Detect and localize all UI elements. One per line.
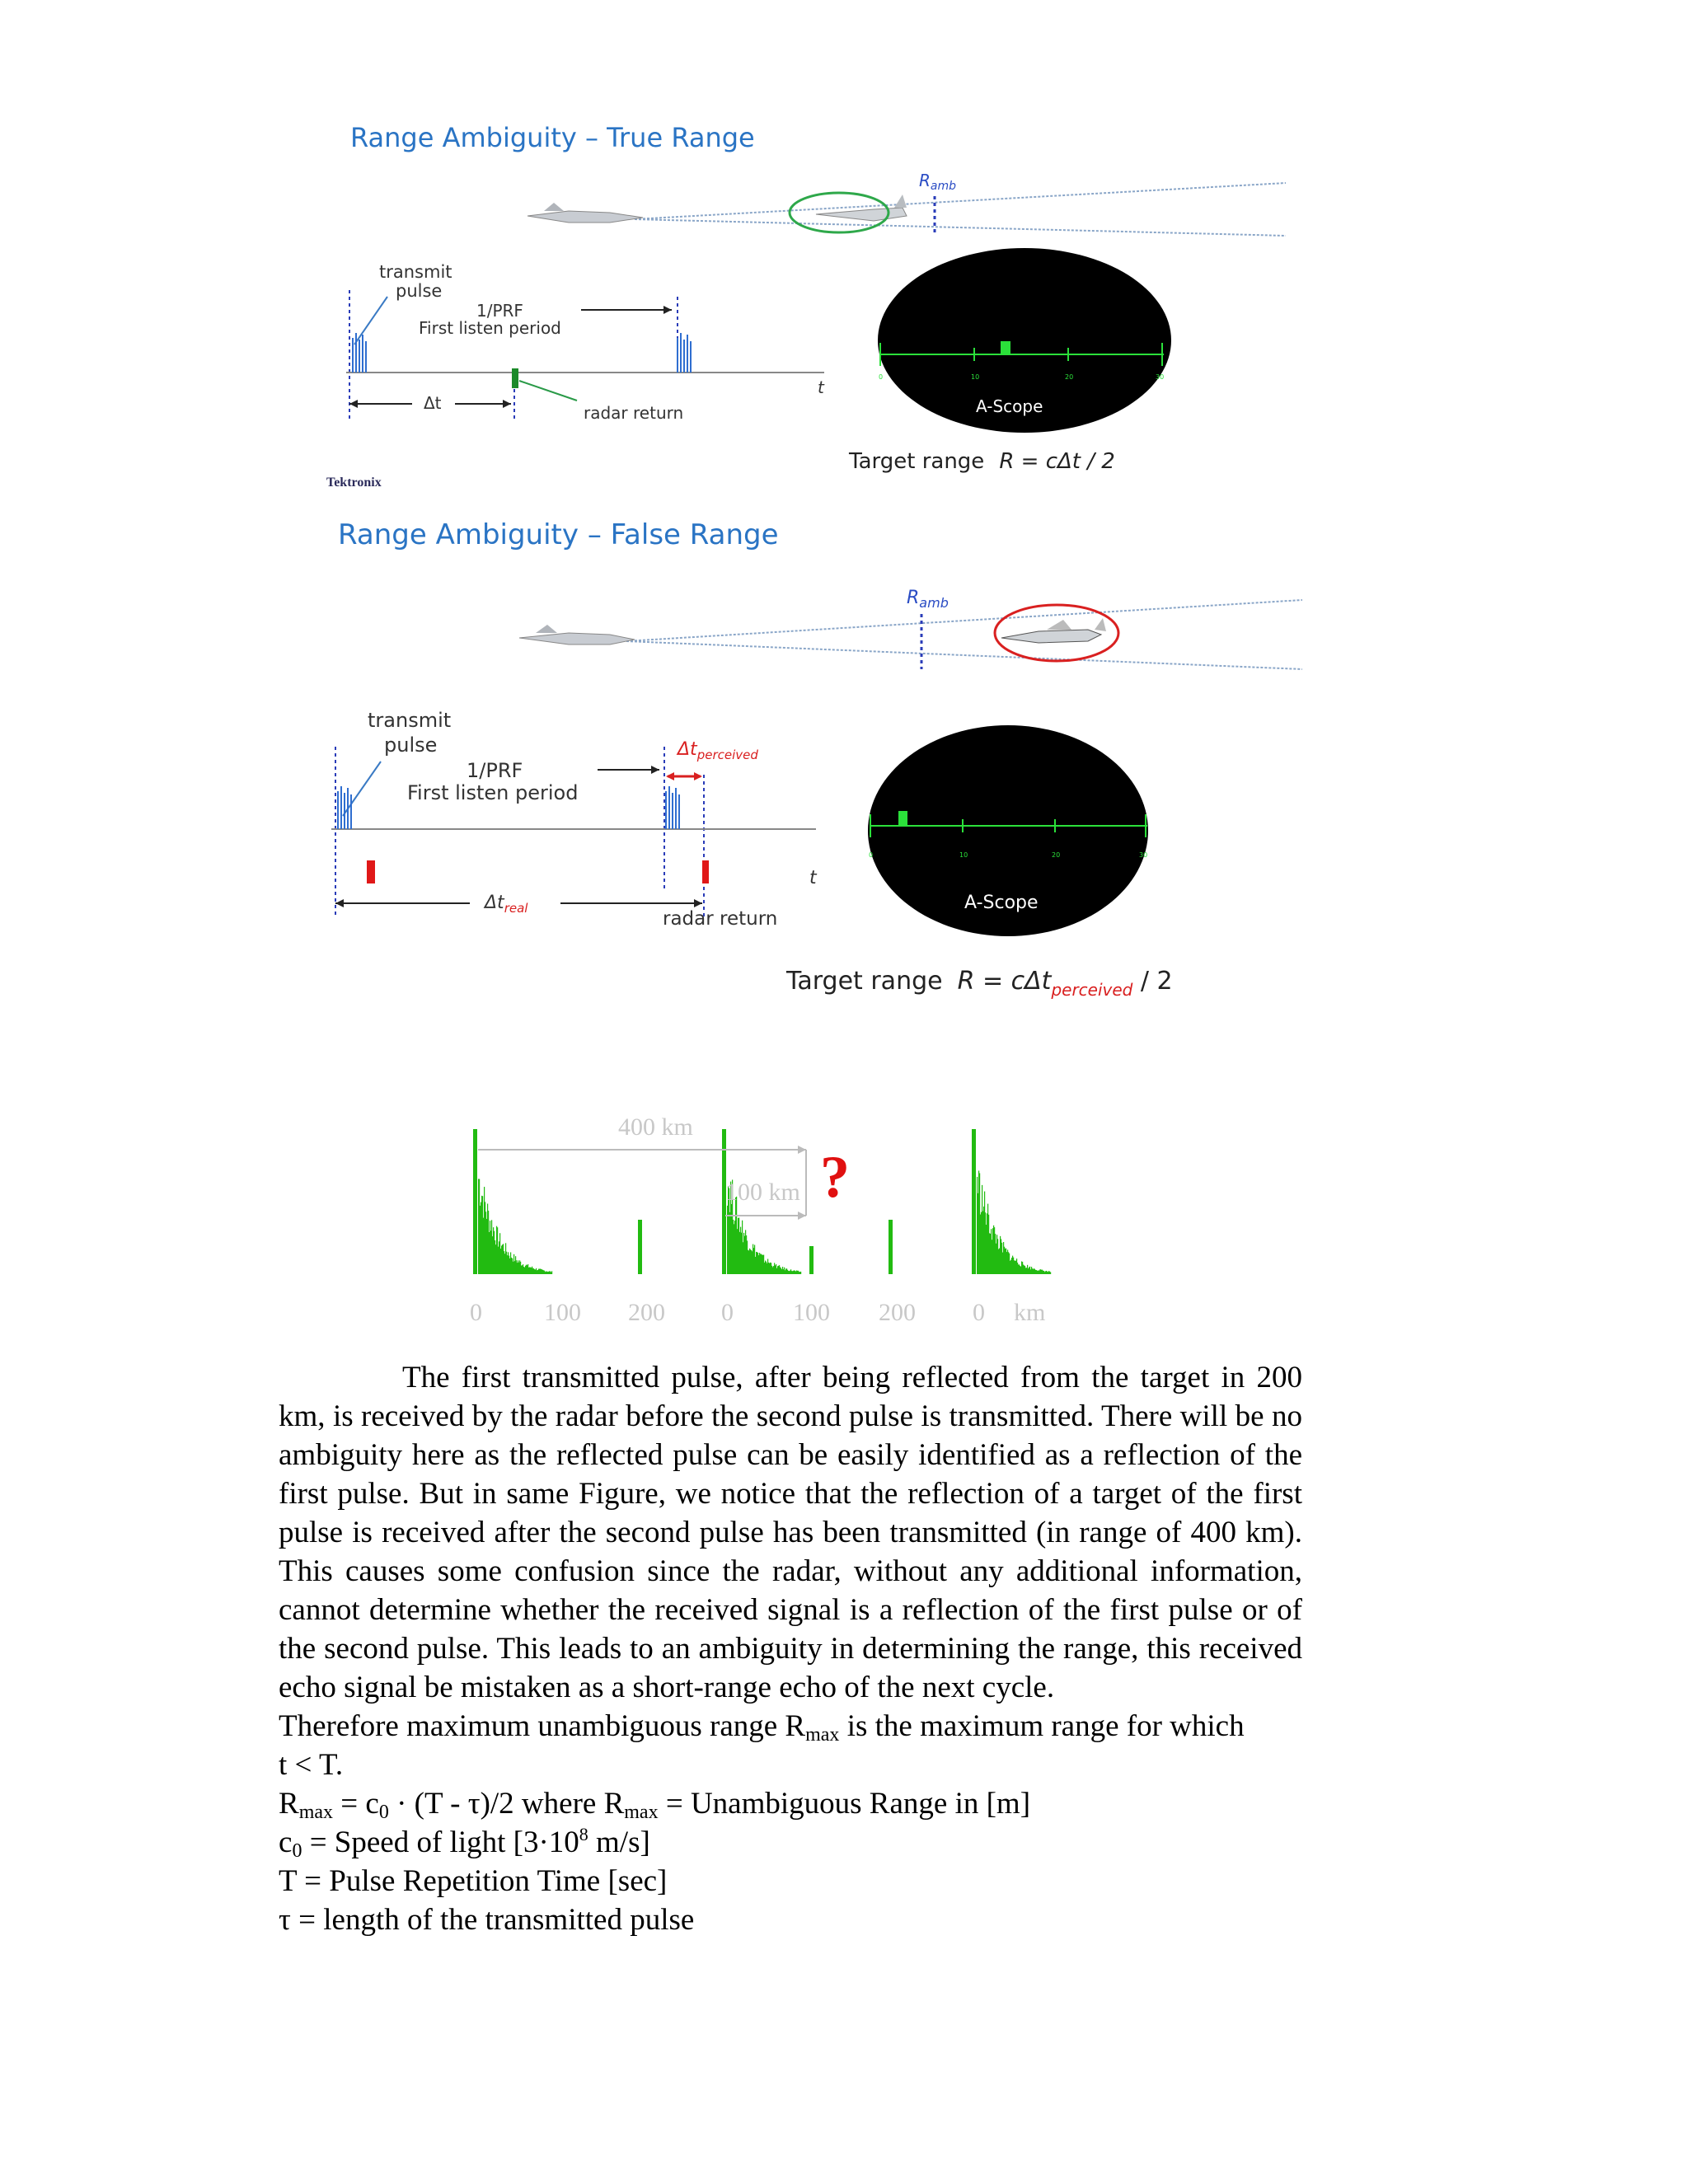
rmax-condition: t < T. [279, 1748, 344, 1782]
radar-return-label: radar return [663, 908, 778, 930]
transmit-pulse-1 [353, 333, 366, 373]
explanation-paragraph: The first transmitted pulse, after being reflected from the target in 200 km, is received by the radar before the second pulse is transmitted. There will be no ambiguity here as the reflected pulse can be easily identified as a reflection of the first pulse. But in same Figure, we notice that the reflection of a target of the first pulse is received after the second pulse has been transmitted (in range of 400 km). This causes some confusion since the radar, without any additional information, cannot determine whether the received signal is a reflection of the first pulse or of the second pulse. This leads to an ambiguity in determining the range, this received echo signal be mistaken as a short-range echo of the next cycle. [279, 1361, 1302, 1704]
c0-definition: $c_0$ = Speed of light [$3\cdot 10^8$ m/s] [279, 1824, 650, 1862]
svg-text:km: km [1014, 1299, 1046, 1326]
perceived-return-pulse [702, 860, 709, 883]
transmit-pulse-2 [666, 786, 679, 829]
svg-text:30: 30 [1139, 851, 1148, 859]
pulse-label: pulse [384, 733, 438, 757]
figure-true-range [0, 0, 1688, 527]
listen-period-label: First listen period [407, 781, 579, 804]
figure-title: Range Ambiguity – False Range [338, 518, 779, 551]
pulse-label: pulse [396, 281, 443, 301]
radar-beam [635, 183, 1286, 236]
target-range-formula: Target range R = cΔt / 2 [849, 449, 1115, 474]
radar-aircraft-icon [519, 625, 635, 644]
t-definition: T = Pulse Repetition Time [sec] [279, 1864, 668, 1898]
figure-echo-histogram [445, 1104, 1071, 1352]
transmit-label: transmit [368, 709, 452, 732]
radar-aircraft-icon [528, 203, 643, 223]
axis-ticks [470, 1299, 1045, 1326]
svg-text:0: 0 [879, 373, 884, 381]
svg-text:10: 10 [959, 851, 968, 859]
ramb-label: $R_{amb}$ [919, 171, 957, 193]
listen-period-label: First listen period [419, 318, 561, 338]
svg-text:30: 30 [1156, 373, 1165, 381]
target-aircraft-icon [1001, 618, 1106, 643]
target-range-formula: Target range R = cΔt$_{perceived}$ / 2 [786, 967, 1173, 1000]
radar-return-label: radar return [584, 403, 684, 423]
rmax-definition: Therefore maximum unambiguous range $R_{max}$ is the maximum range for which [279, 1709, 1245, 1746]
t-axis-label: t [809, 868, 817, 888]
svg-text:200: 200 [628, 1299, 665, 1326]
transmit-pulse-2 [678, 333, 691, 373]
svg-text:20: 20 [1065, 373, 1074, 381]
a-scope-label: A-Scope [976, 396, 1043, 416]
svg-text:0: 0 [721, 1299, 734, 1326]
prf-label: 1/PRF [467, 759, 523, 782]
transmit-label: transmit [379, 262, 452, 282]
question-mark: ? [820, 1144, 850, 1210]
svg-text:100: 100 [544, 1299, 581, 1326]
tektronix-logo: Tektronix [326, 476, 382, 490]
body-text [279, 1358, 1302, 1939]
svg-text:200: 200 [879, 1299, 916, 1326]
figure-false-range [0, 511, 1688, 1022]
delta-t-label: Δt [424, 393, 442, 413]
svg-text:0: 0 [869, 851, 874, 859]
label-100km: 100 km [725, 1179, 800, 1206]
real-return-pulse [367, 860, 375, 883]
label-400km: 400 km [618, 1113, 693, 1141]
svg-text:0: 0 [973, 1299, 985, 1326]
echo-curve-3 [972, 1129, 1051, 1274]
echo-pulse-400km [809, 1246, 814, 1274]
svg-text:10: 10 [971, 373, 980, 381]
rmax-formula: $R_{max} = c_0 \cdot (T - \tau)/2$ where $R_{max}$ = Unambiguous Range in [m] [279, 1787, 1031, 1823]
svg-text:0: 0 [470, 1299, 482, 1326]
radar-return-pulse [512, 368, 518, 388]
delta-t-perceived-label: $\Delta t_{perceived}$ [678, 739, 758, 762]
figure-title: Range Ambiguity – True Range [350, 122, 755, 153]
t-axis-label: t [818, 377, 824, 397]
echo-pulse-200km-2 [889, 1220, 893, 1274]
ramb-label: $R_{amb}$ [907, 588, 949, 611]
echo-pulse-200km-1 [638, 1220, 642, 1274]
echo-curve-1 [473, 1129, 552, 1274]
a-scope-label: A-Scope [964, 893, 1039, 913]
delta-t-real-label: $\Delta t_{real}$ [485, 893, 528, 916]
svg-text:100: 100 [793, 1299, 830, 1326]
radar-beam [626, 600, 1302, 669]
prf-label: 1/PRF [476, 301, 523, 321]
svg-text:20: 20 [1052, 851, 1061, 859]
tau-definition: τ = length of the transmitted pulse [279, 1903, 695, 1937]
